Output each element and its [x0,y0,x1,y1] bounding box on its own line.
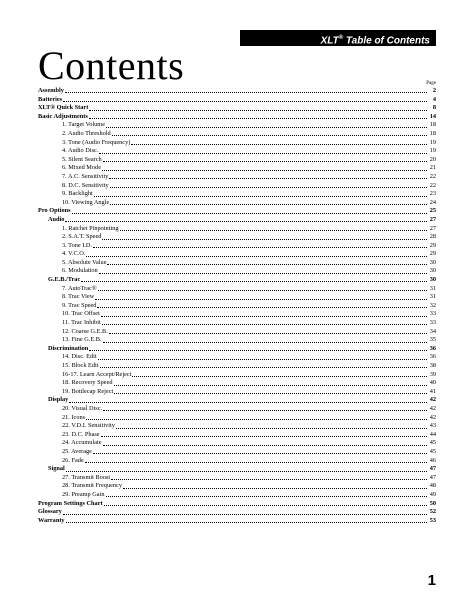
toc-entry[interactable] [38,336,436,345]
dot-leader [69,402,427,403]
dot-leader [86,419,427,420]
dot-leader [104,505,427,506]
dot-leader [106,496,428,497]
toc-entry-page: 53 [429,516,436,524]
toc-entry-label: 6. Mixed Mode [62,164,102,172]
dot-leader [110,187,427,188]
toc-entry[interactable] [38,422,436,431]
toc-entry-page: 52 [429,508,436,516]
dot-leader [116,428,427,429]
toc-entry[interactable] [38,302,436,311]
toc-entry-page: 23 [429,190,436,198]
toc-entry-label: 26. Fade [62,456,84,464]
toc-entry-label: Pro Options [38,207,71,215]
toc-entry[interactable] [38,517,436,526]
dot-leader [65,221,427,222]
dot-leader [89,118,427,119]
dot-leader [106,127,427,128]
toc-entry[interactable] [38,267,436,276]
toc-entry-page: 27 [429,224,436,232]
toc-entry-label: 22. V.D.I. Sensitivity [62,422,115,430]
toc-entry-label: Program Settings Chart [38,499,103,507]
toc-entry-label: 25. Average [62,447,92,455]
toc-entry-label: 21. Icons [62,413,86,421]
toc-entry-label: 6. Modulation [62,267,98,275]
toc-entry-label: 7. AutoTrac® [62,284,97,292]
dot-leader [93,453,427,454]
dot-leader [98,359,427,360]
toc-entry-page: 18 [429,129,436,137]
dot-leader [114,393,427,394]
toc-entry-label: 5. Absolute Value [62,258,107,266]
toc-entry-page: 31 [429,284,436,292]
dot-leader [131,144,427,145]
page-number: 1 [427,572,436,589]
toc-entry[interactable] [38,491,436,500]
toc-entry-page: 38 [429,362,436,369]
toc-entry-page: 39 [429,370,436,378]
toc-entry-page: 19 [429,147,436,155]
header-title: Table of Contents [343,35,430,47]
toc-entry-page: 45 [429,447,436,455]
toc-entry-page: 30 [429,258,436,266]
toc-entry-label: Discrimination [48,344,89,352]
toc-entry[interactable] [38,379,436,388]
toc-entry-page: 29 [429,241,436,249]
toc-entry[interactable] [38,465,436,474]
toc-entry[interactable] [38,474,436,483]
toc-entry[interactable] [38,207,436,216]
dot-leader [94,196,427,197]
toc-entry[interactable] [38,87,436,96]
header-registered-mark: ® [338,35,344,41]
dot-leader [109,178,427,179]
toc-entry-page: 28 [429,233,436,241]
toc-entry-page: 32 [429,301,436,309]
toc-entry-label: 23. D.C. Phase [62,430,100,438]
toc-entry-page: 25 [429,207,436,215]
toc-entry[interactable] [38,276,436,285]
dot-leader [95,299,427,300]
toc-entry-page: 14 [429,112,436,120]
toc-entry[interactable] [38,328,436,337]
toc-entry[interactable] [38,113,436,122]
toc-entry[interactable] [38,457,436,466]
toc-entry[interactable] [38,190,436,199]
toc-entry-label: 2. Audio Threshold [62,129,111,137]
dot-leader [102,239,427,240]
toc-entry-label: 10. Viewing Angle [62,198,110,206]
toc-entry-label: 8. Trac View [62,293,95,301]
page-column-label: Page [426,81,436,86]
header-brand: XLT [320,35,339,47]
toc-entry[interactable] [38,259,436,268]
toc-entry-page: 22 [429,181,436,189]
dot-leader [63,514,427,515]
toc-entry-page: 48 [429,482,436,490]
toc-entry-page: 31 [429,293,436,301]
toc-entry-page: 18 [429,121,436,129]
dot-leader [110,204,427,205]
toc-entry[interactable] [38,199,436,208]
toc-entry-page: 8 [432,104,436,112]
toc-entry-label: 19. Bottlecap Reject [62,387,114,395]
dot-leader [66,471,427,472]
page-title: Contents [38,43,185,88]
toc-entry-label: 4. Audio Disc. [62,147,99,155]
dot-leader [81,281,427,282]
toc-entry-label: 27. Transmit Boost [62,473,111,481]
toc-entry[interactable] [38,182,436,191]
toc-entry-page: 50 [429,499,436,507]
dot-leader [102,170,427,171]
dot-leader [103,161,427,162]
table-of-contents [38,87,436,525]
toc-entry-label: 4. V.C.O. [62,250,86,258]
toc-entry[interactable] [38,371,436,380]
dot-leader [99,273,427,274]
toc-entry-label: XLT® Quick Start [38,104,89,112]
toc-entry-page: 33 [429,319,436,327]
toc-entry-page: 30 [429,267,436,275]
toc-entry-label: 14. Disc. Edit [62,353,97,361]
toc-entry[interactable] [38,500,436,509]
toc-entry-page: 46 [429,456,436,464]
toc-entry[interactable] [38,293,436,302]
toc-entry-label: Batteries [38,95,63,103]
toc-entry[interactable] [38,431,436,440]
toc-entry-label: 5. Silent Search [62,155,102,163]
toc-entry-page: 45 [429,439,436,447]
toc-entry[interactable] [38,508,436,517]
toc-entry-page: 34 [429,327,436,335]
dot-leader [89,350,427,351]
dot-leader [98,290,427,291]
section-header-bar [240,30,436,46]
dot-leader [103,410,427,411]
toc-entry[interactable] [38,96,436,105]
toc-entry-label: 13. Fine G.E.B. [62,336,102,344]
toc-entry[interactable] [38,482,436,491]
dot-leader [86,256,427,257]
toc-entry-label: 29. Preamp Gain [62,490,105,498]
toc-entry-page: 47 [429,473,436,481]
toc-entry[interactable] [38,233,436,242]
dot-leader [114,385,427,386]
toc-entry[interactable] [38,310,436,319]
toc-entry-label: 2. S.A.T. Speed [62,233,102,241]
toc-entry[interactable] [38,250,436,259]
toc-entry[interactable] [38,388,436,397]
toc-entry-page: 4 [432,95,436,103]
toc-entry-label: 1. Ratchet Pinpointing [62,224,119,232]
toc-entry-page: 49 [429,490,436,498]
toc-entry-label: 10. Trac Offset [62,310,100,318]
toc-entry[interactable] [38,104,436,113]
toc-entry[interactable] [38,285,436,294]
dot-leader [99,153,427,154]
toc-entry[interactable] [38,362,436,371]
dot-leader [66,522,427,523]
dot-leader [120,230,428,231]
toc-entry-page: 33 [429,310,436,318]
toc-entry[interactable] [38,242,436,251]
toc-entry[interactable] [38,139,436,148]
toc-entry-page: 19 [429,138,436,146]
toc-entry-page: 20 [429,155,436,163]
toc-entry-page: 43 [429,422,436,430]
toc-entry[interactable] [38,319,436,328]
toc-entry-label: 15. Block Edit [62,362,99,369]
dot-leader [93,247,427,248]
dot-leader [97,307,427,308]
toc-entry-page: 36 [429,344,436,352]
toc-entry-page: 42 [429,413,436,421]
toc-entry[interactable] [38,353,436,362]
toc-entry[interactable] [38,216,436,225]
toc-entry[interactable] [38,345,436,354]
toc-entry-label: 1. Target Volume [62,121,105,129]
toc-entry-page: 30 [429,276,436,284]
toc-entry-label: 9. Backlight [62,190,93,198]
toc-entry-page: 2 [432,87,436,94]
dot-leader [111,479,427,480]
toc-entry[interactable] [38,396,436,405]
toc-entry-label: Basic Adjustments [38,112,88,120]
toc-entry-page: 44 [429,430,436,438]
dot-leader [132,376,427,377]
dot-leader [72,213,427,214]
toc-entry[interactable] [38,147,436,156]
toc-entry-label: 7. A.C. Sensitivity [62,172,109,180]
toc-entry-page: 29 [429,250,436,258]
toc-entry-label: 20. Visual Disc. [62,404,103,412]
toc-entry[interactable] [38,225,436,234]
dot-leader [101,436,427,437]
dot-leader [109,333,427,334]
dot-leader [101,316,427,317]
toc-entry-page: 22 [429,172,436,180]
toc-entry[interactable] [38,156,436,165]
dot-leader [103,342,427,343]
toc-entry-label: Warranty [38,516,65,524]
toc-entry-label: Signal [48,465,65,473]
toc-entry-label: Glossary [38,508,62,516]
toc-entry-page: 21 [429,164,436,172]
toc-entry-label: 3. Tone (Audio Frequency) [62,138,131,146]
toc-entry-page: 24 [429,198,436,206]
toc-entry-page: 41 [429,387,436,395]
toc-entry[interactable] [38,448,436,457]
dot-leader [103,445,427,446]
toc-entry-label: 8. D.C. Sensitivity [62,181,109,189]
toc-entry-page: 47 [429,465,436,473]
toc-entry[interactable] [38,164,436,173]
toc-entry-page: 36 [429,353,436,361]
toc-entry-label: 18. Recovery Speed [62,379,113,387]
toc-entry[interactable] [38,173,436,182]
toc-entry[interactable] [38,405,436,414]
toc-entry-label: Display [48,396,69,404]
toc-entry-page: 40 [429,379,436,387]
toc-entry-page: 42 [429,396,436,404]
toc-entry[interactable] [38,121,436,130]
toc-entry-page: 35 [429,336,436,344]
toc-entry-page: 27 [429,215,436,223]
toc-entry-label: G.E.B./Trac [48,276,81,284]
dot-leader [65,92,427,93]
toc-entry-label: Audio [48,215,65,223]
toc-entry-label: 16-17. Learn Accept/Reject [62,370,132,378]
toc-entry[interactable] [38,414,436,423]
dot-leader [107,264,427,265]
dot-leader [112,135,427,136]
toc-entry-label: 3. Tone I.D. [62,241,93,249]
toc-entry-label: 12. Coarse G.E.B. [62,327,108,335]
toc-entry[interactable] [38,439,436,448]
toc-entry-page: 42 [429,404,436,412]
toc-entry-label: 28. Transmit Frequency [62,482,122,490]
dot-leader [85,462,427,463]
toc-entry[interactable] [38,130,436,139]
dot-leader [63,101,427,102]
toc-entry-label: 24. Accumulate [62,439,102,447]
dot-leader [123,488,427,489]
dot-leader [89,110,427,111]
toc-entry-label: 11. Trac Inhibit [62,319,101,327]
dot-leader [102,324,427,325]
dot-leader [100,367,427,368]
toc-entry-label: Assembly [38,87,64,94]
toc-entry-label: 9. Trac Speed [62,301,97,309]
